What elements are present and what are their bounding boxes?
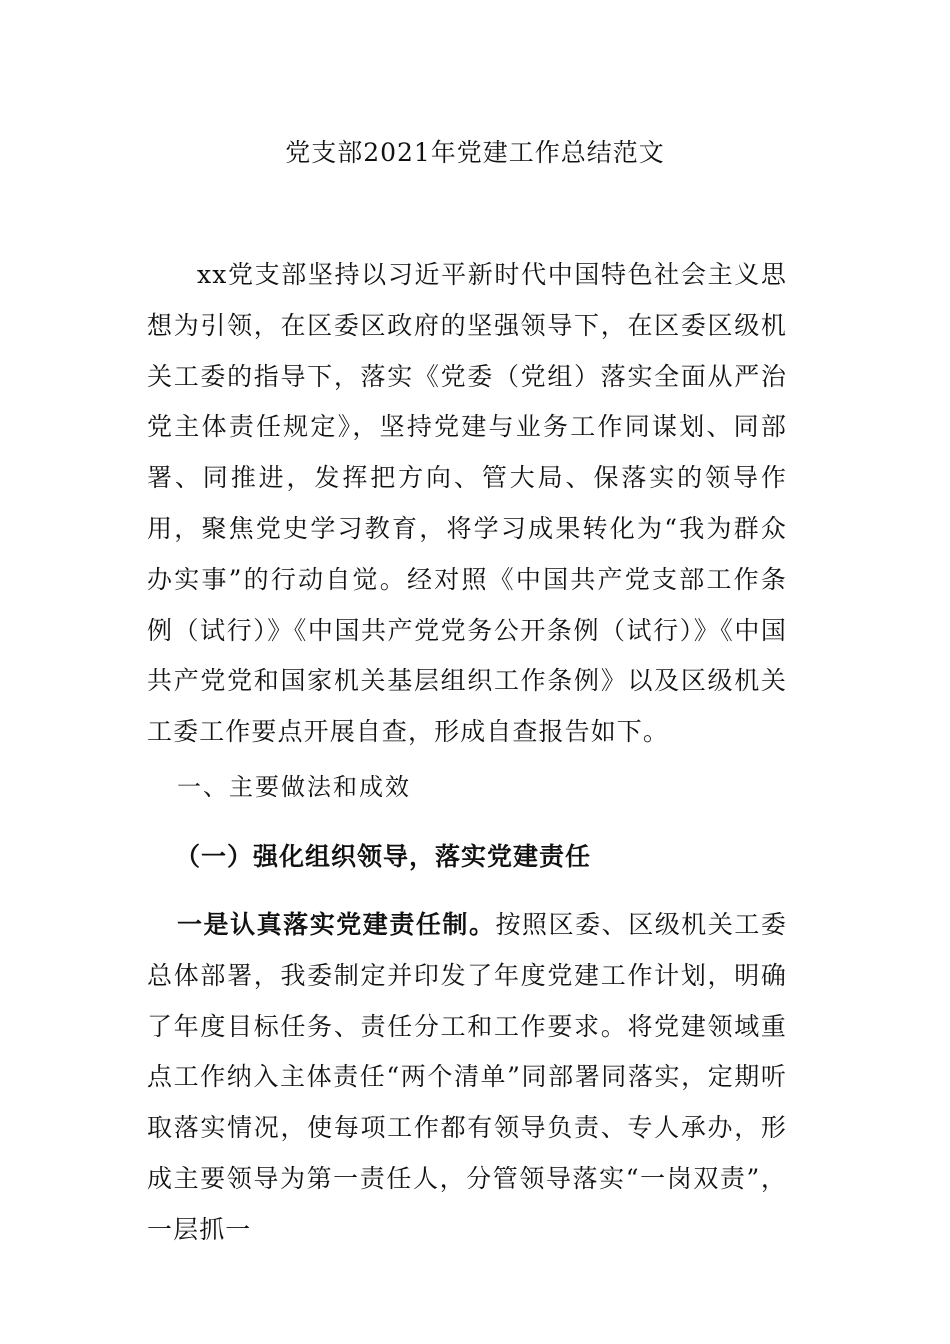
sub-heading: （一）强化组织领导，落实党建责任 [175,842,592,871]
paragraph-lead-text: 一是认真落实党建责任制。 [177,910,496,939]
intro-paragraph: xx党支部坚持以习近平新时代中国特色社会主义思想为引领，在区委区政府的坚强领导下，在区委区级机关工委的指导下，落实《党委（党组）落实全面从严治党主体责任规定》，坚持党建与业务工作同谋划、同部署、同推进，发挥把方向、管大局、保落实的领导作用，聚焦党史学习教育，将学习成果转化为“我为群众办实事”的行动自觉。经对照《中国共产党支部工作条例（试行）》《中国共产党党务公开条例（试行）》《中国共产党党和国家机关基层组织工作条例》以及区级机关工委工作要点开展自查，形成自查报告如下。 [147,260,787,747]
body-paragraph [147,900,787,1256]
paragraph-body-text: 按照区委、区级机关工委总体部署，我委制定并印发了年度党建工作计划，明确了年度目标任务、责任分工和工作要求。将党建领域重点工作纳入主体责任“两个清单”同部署同落实，定期听取落实情况，使每项工作都有领导负责、专人承办，形成主要领导为第一责任人，分管领导落实“一岗双责”，一层抓一 [147,910,788,1244]
document-title: 党支部2021年党建工作总结范文 [285,138,665,167]
section-heading: 一、主要做法和成效 [177,773,411,801]
